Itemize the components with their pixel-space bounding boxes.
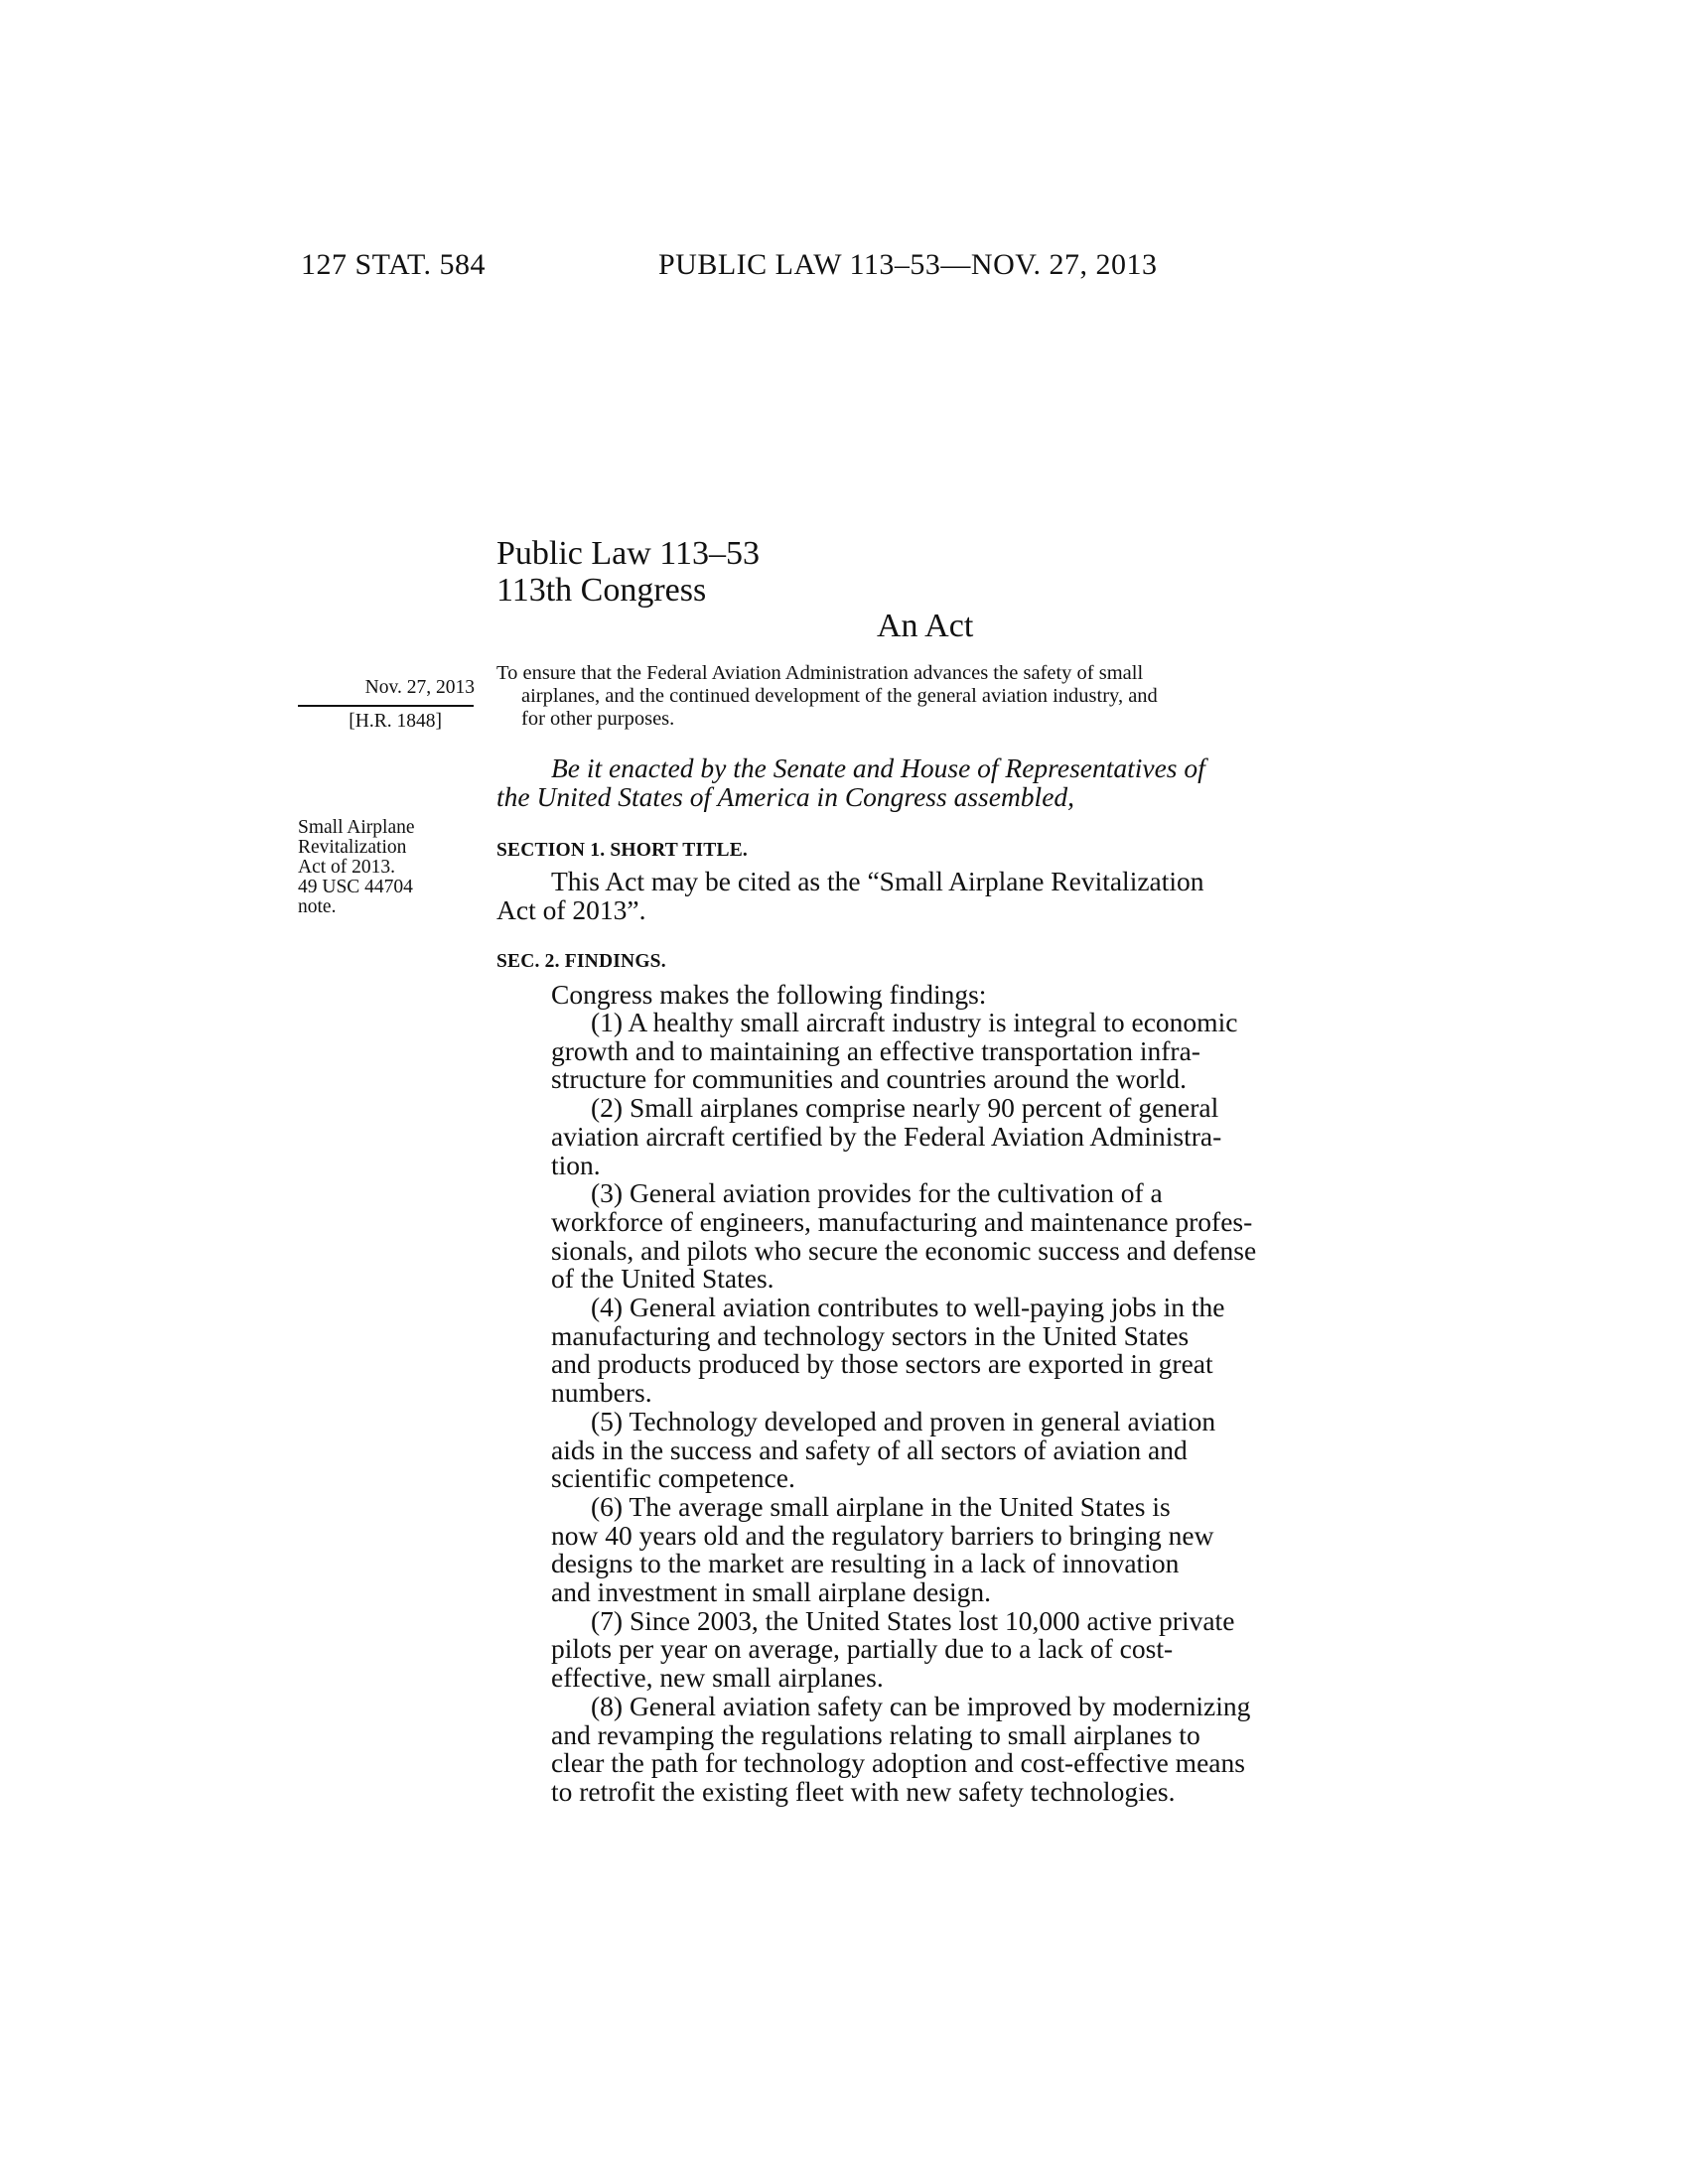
finding-line: manufacturing and technology sectors in the United States (551, 1319, 1190, 1351)
finding-1 (551, 1009, 1362, 1094)
finding-line: (7) Since 2003, the United States lost 10,000 active private (591, 1604, 1235, 1636)
congress-title: 113th Congress (496, 572, 707, 609)
finding-line: designs to the market are resulting in a lack of innovation (551, 1548, 1180, 1579)
section-1-heading: SECTION 1. SHORT TITLE. (496, 840, 748, 861)
finding-4 (551, 1294, 1362, 1408)
finding-line: effective, new small airplanes. (551, 1662, 884, 1694)
act-purpose (496, 662, 1362, 731)
finding-3 (551, 1179, 1362, 1294)
margin-topic-line: Revitalization (298, 837, 407, 858)
enacting-clause (496, 754, 1362, 811)
finding-2 (551, 1094, 1362, 1179)
finding-line: (1) A healthy small aircraft industry is integral to economic (591, 1007, 1238, 1037)
finding-line: aviation aircraft certified by the Federal Aviation Administra- (551, 1120, 1222, 1152)
purpose-line: airplanes, and the continued development of the general aviation industry, and (521, 685, 1158, 707)
finding-line: sionals, and pilots who secure the economic success and defense (551, 1234, 1257, 1266)
finding-line: clear the path for technology adoption and cost-effective means (551, 1747, 1245, 1779)
finding-7 (551, 1604, 1362, 1694)
finding-line: (5) Technology developed and proven in general aviation (591, 1405, 1216, 1436)
finding-line: to retrofit the existing fleet with new safety technologies. (551, 1775, 1176, 1807)
finding-5 (551, 1405, 1362, 1494)
finding-line: scientific competence. (551, 1462, 795, 1494)
finding-line: structure for communities and countries around the world. (551, 1063, 1187, 1095)
finding-8 (551, 1690, 1362, 1807)
section-1-text (496, 868, 1362, 924)
finding-line: aids in the success and safety of all sectors of aviation and (551, 1433, 1188, 1465)
findings-list (551, 1009, 1362, 1807)
finding-line: (4) General aviation contributes to well-paying jobs in the (591, 1292, 1225, 1323)
finding-6 (551, 1490, 1362, 1608)
finding-line: (2) Small airplanes comprise nearly 90 percent of general (591, 1092, 1219, 1124)
finding-line: now 40 years old and the regulatory barriers to bringing new (551, 1519, 1214, 1551)
law-number-title: Public Law 113–53 (496, 535, 761, 572)
margin-divider (298, 705, 474, 707)
section-1-line: Act of 2013”. (496, 893, 646, 925)
act-label: An Act (877, 608, 974, 644)
finding-line: (6) The average small airplane in the United States is (591, 1490, 1171, 1522)
finding-line: growth and to maintaining an effective transportation infra- (551, 1034, 1200, 1066)
statute-page-number: 127 STAT. 584 (301, 248, 487, 281)
finding-line: pilots per year on average, partially due to a lack of cost- (551, 1633, 1174, 1665)
margin-topic-line: Small Airplane (298, 817, 415, 838)
purpose-line: for other purposes. (521, 708, 675, 730)
finding-line: tion. (551, 1149, 601, 1180)
purpose-line: To ensure that the Federal Aviation Administration advances the safety of small (496, 662, 1144, 684)
section-1-line: This Act may be cited as the “Small Airplane Revitalization (551, 866, 1204, 896)
margin-topic-note (298, 818, 447, 917)
finding-line: and products produced by those sectors are exported in great (551, 1348, 1213, 1380)
finding-line: workforce of engineers, manufacturing and maintenance profes- (551, 1205, 1253, 1237)
section-2-heading: SEC. 2. FINDINGS. (496, 951, 666, 972)
margin-topic-line: Act of 2013. (298, 857, 396, 878)
finding-line: of the United States. (551, 1263, 774, 1295)
margin-bill-note: [H.R. 1848] (349, 711, 442, 732)
finding-line: numbers. (551, 1377, 652, 1409)
margin-topic-line: note. (298, 896, 337, 917)
findings-intro: Congress makes the following findings: (551, 979, 987, 1010)
running-head-law-date: PUBLIC LAW 113–53—NOV. 27, 2013 (658, 248, 1158, 281)
finding-line: (8) General aviation safety can be improved by modernizing (591, 1690, 1251, 1721)
margin-date-note: Nov. 27, 2013 (364, 677, 475, 698)
enacting-line: Be it enacted by the Senate and House of Representatives of (551, 752, 1205, 783)
margin-topic-line: 49 USC 44704 (298, 877, 413, 897)
enacting-line: the United States of America in Congress assembled, (496, 780, 1075, 812)
finding-line: and investment in small airplane design. (551, 1576, 991, 1608)
finding-line: and revamping the regulations relating to small airplanes to (551, 1718, 1200, 1750)
finding-line: (3) General aviation provides for the cultivation of a (591, 1177, 1163, 1209)
